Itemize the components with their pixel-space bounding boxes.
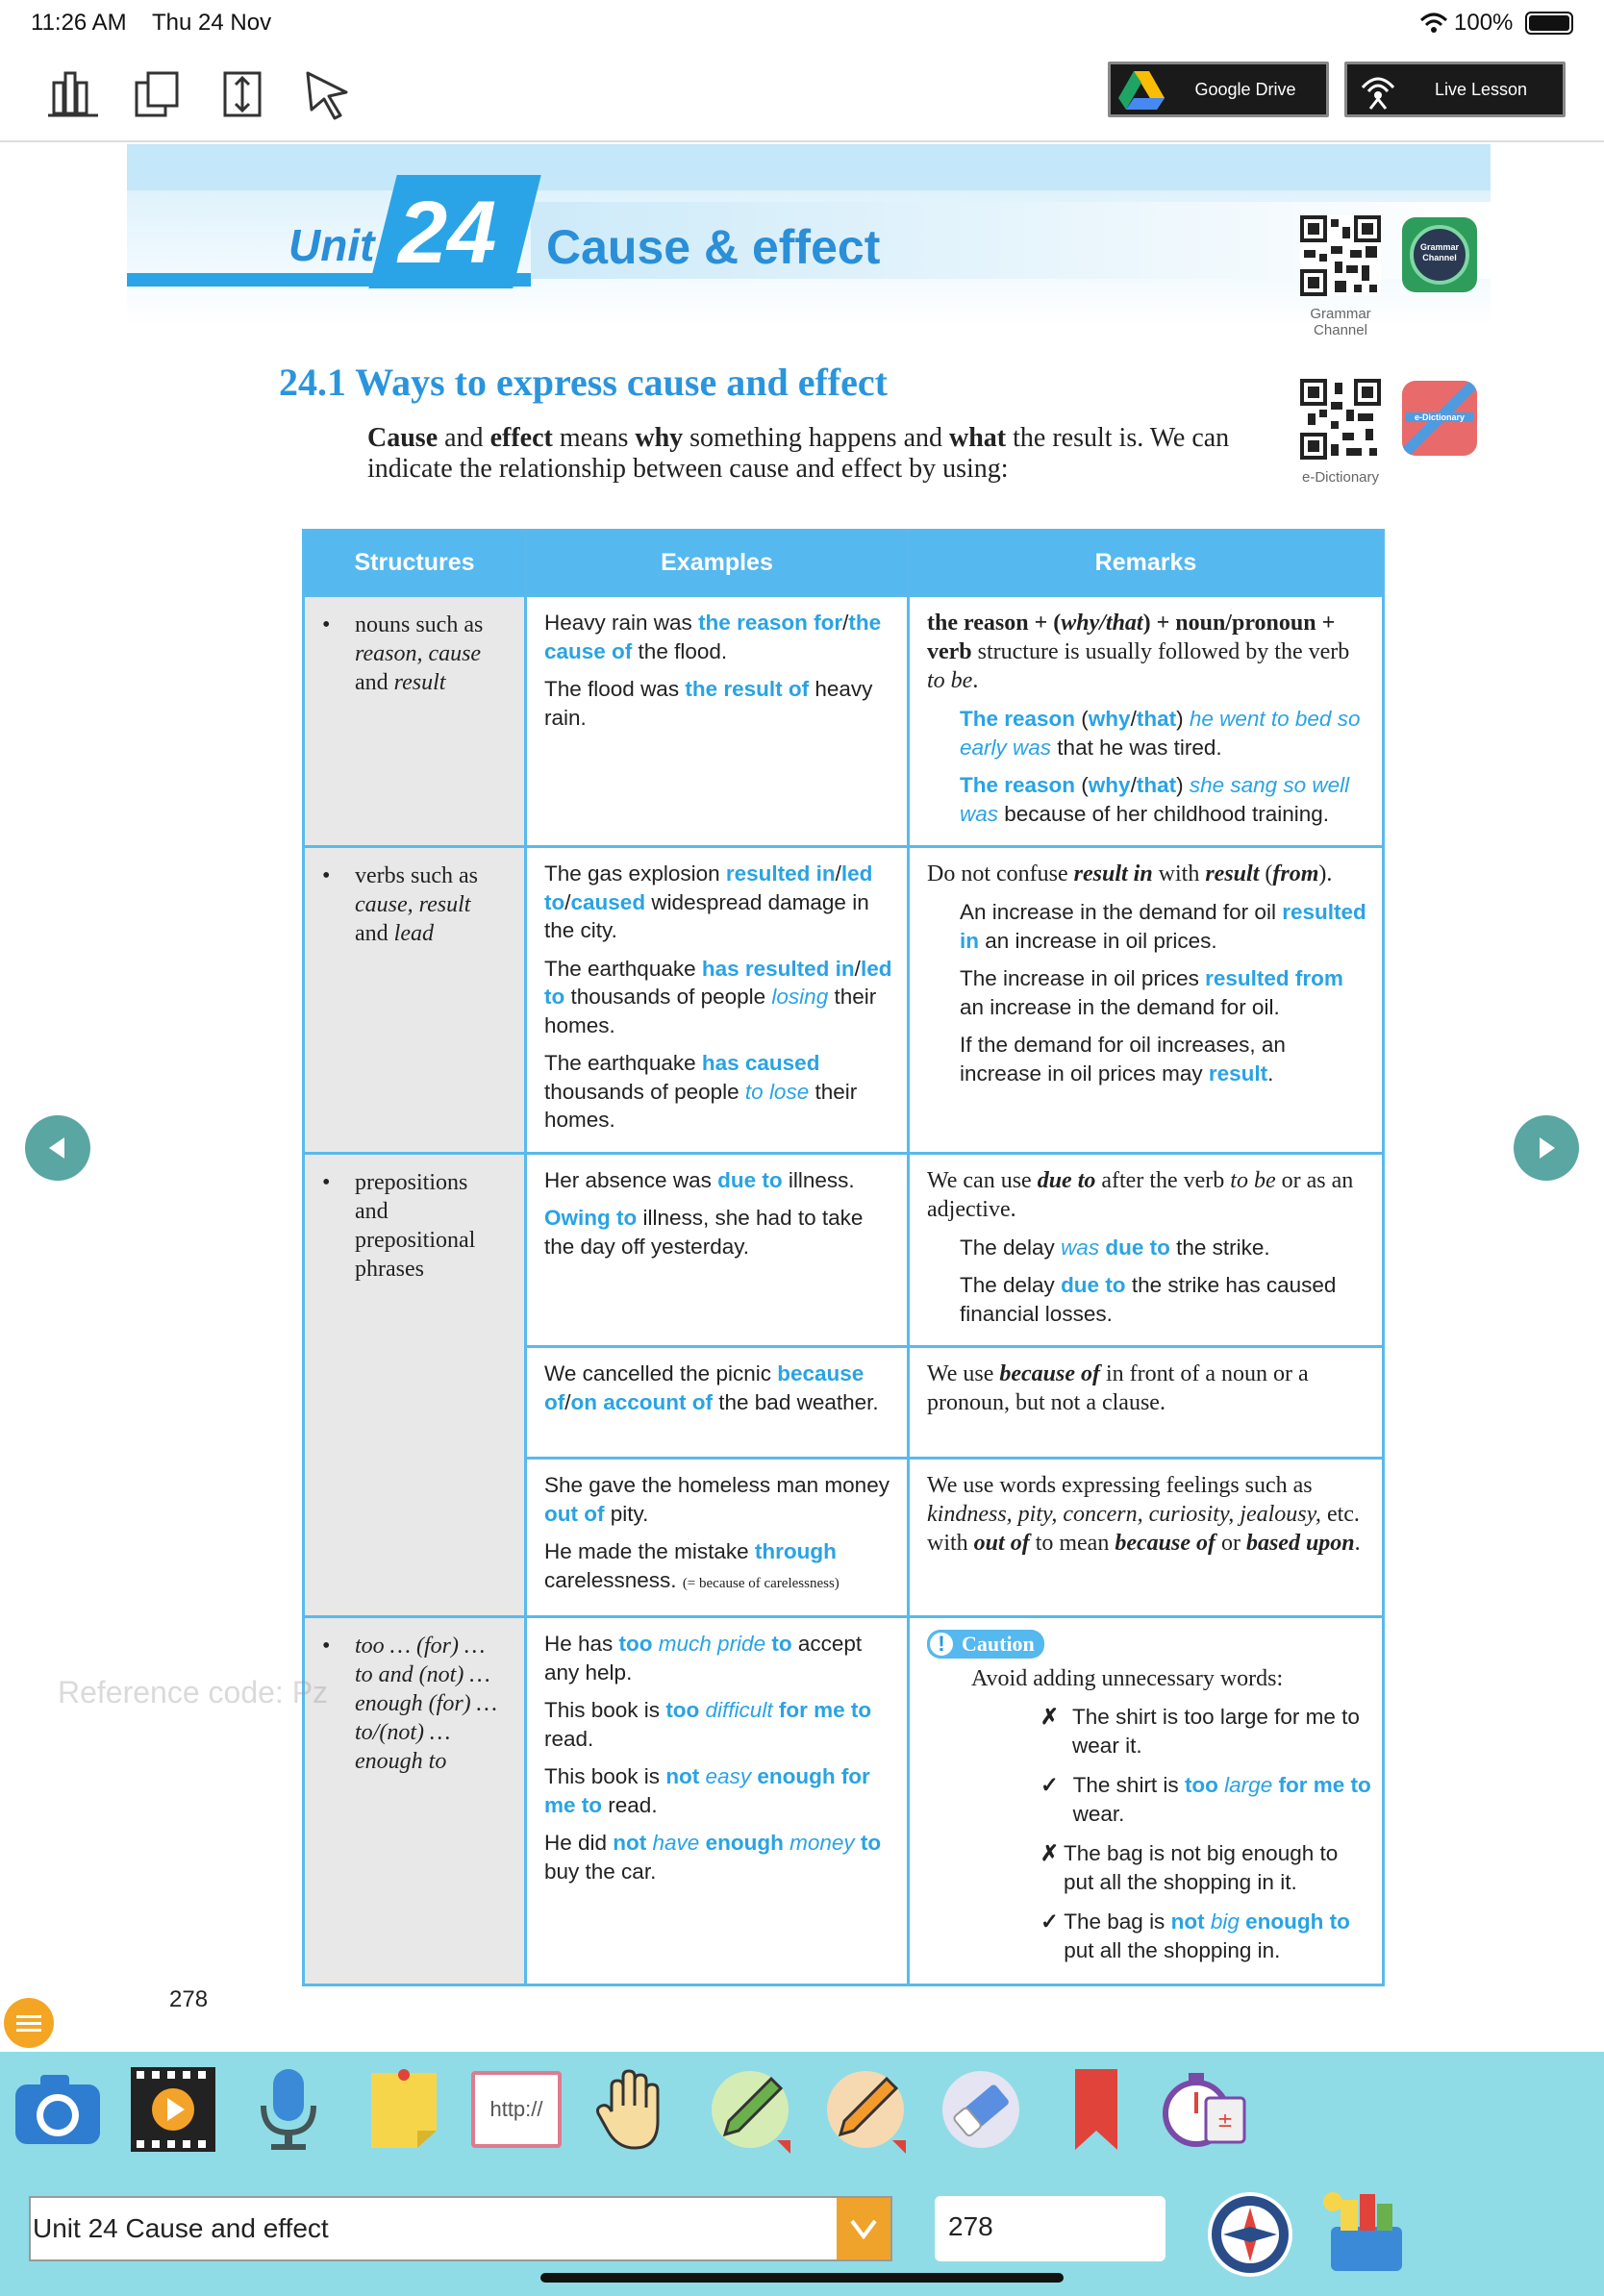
menu-button[interactable] (4, 1998, 54, 2048)
example: He did not have enough money to buy the car. (544, 1831, 882, 1884)
header-remarks: Remarks (909, 531, 1384, 596)
structure-line: enough to (355, 1749, 447, 1774)
examples-cell (526, 596, 909, 847)
section-number: 24.1 (279, 361, 346, 404)
structure-cell: • nouns such as reason, cause and result (304, 596, 526, 847)
unit-title: Cause & effect (546, 220, 881, 274)
structure-line: to/(not) … (355, 1720, 451, 1745)
battery-percent: 100% (1454, 10, 1514, 36)
compass-icon[interactable] (1206, 2190, 1294, 2279)
structure-line: prepositional (355, 1227, 476, 1253)
remark-example: The reason (why/that) she sang so well was because of her childhood training. (960, 773, 1350, 826)
arrow-left-icon (43, 1134, 72, 1162)
pen-icon[interactable] (704, 2063, 796, 2156)
intro-and: and (438, 423, 490, 453)
intro-paragraph (367, 423, 1281, 485)
remark-example: The delay due to the strike has caused financial losses. (960, 1273, 1337, 1326)
grammar-channel-app-icon[interactable] (1402, 217, 1477, 292)
remarks-cell (909, 847, 1384, 1154)
svg-text:±: ± (1216, 2109, 1234, 2132)
cross-mark-icon: ✗ (1040, 1841, 1059, 1865)
web-link-icon[interactable] (471, 2071, 562, 2148)
page-number-input[interactable]: 278 (935, 2196, 1165, 2261)
structure-line: result (393, 670, 446, 695)
remarks-cell (909, 1617, 1384, 1985)
sticky-note-icon[interactable] (358, 2063, 450, 2156)
camera-icon[interactable] (12, 2063, 104, 2156)
caution-label: Caution (962, 1632, 1035, 1657)
grammar-caption-line2: Channel (1314, 322, 1367, 338)
toolbar-divider (0, 140, 1604, 142)
pointer-icon[interactable] (298, 65, 356, 123)
cross-mark-icon: ✗ (1040, 1705, 1059, 1729)
structure-line: reason, cause (355, 641, 482, 666)
remark: We use because of in front of a noun or a pronoun, but not a clause. (927, 1361, 1309, 1415)
e-dictionary-caption: e-Dictionary (1301, 469, 1380, 486)
example: He has too much pride to accept any help. (544, 1632, 863, 1685)
example: The earthquake has caused thousands of people to lose their homes. (544, 1051, 858, 1132)
example: This book is too difficult for me to read. (544, 1698, 872, 1751)
examples-cell (526, 847, 909, 1154)
check-mark-icon: ✓ (1040, 1909, 1059, 1934)
structure-line: and (355, 921, 388, 946)
remarks-cell (909, 1347, 1384, 1459)
hand-icon[interactable] (589, 2063, 681, 2156)
caution-item: ✓ The shirt is too large for me to wear. (1040, 1771, 1372, 1828)
check-mark-icon: ✓ (1040, 1773, 1059, 1797)
watermark: Reference code: Pz (58, 1675, 329, 1710)
structure-cell: • prepositions and prepositional phrases (304, 1153, 526, 1617)
remarks-cell (909, 1153, 1384, 1347)
grammar-channel-caption (1285, 306, 1396, 338)
remark: Do not confuse result in with result (from). (927, 861, 1333, 886)
table-header-row (304, 531, 1384, 596)
remark: We use words expressing feelings such as kindness, pity, concern, curiosity, jealousy, etc. with out of to mean because of or based upon. (927, 1473, 1361, 1556)
example: He made the mistake through carelessness. (= because of carelessness) (544, 1539, 840, 1592)
intro-cause: Cause (367, 423, 439, 453)
example: The gas explosion resulted in/led to/caused widespread damage in the city. (544, 861, 873, 942)
battery-icon (1525, 12, 1573, 35)
intro-what: what (949, 423, 1007, 453)
example: We cancelled the picnic because of/on account of the bad weather. (544, 1361, 879, 1414)
intro-happens: something happens and (683, 423, 949, 453)
structure-line: too … (for) … (355, 1634, 486, 1659)
chapter-select[interactable] (29, 2196, 892, 2261)
section-heading (279, 360, 888, 405)
live-broadcast-icon (1357, 68, 1399, 111)
example: The earthquake has resulted in/led to thousands of people losing their homes. (544, 956, 892, 1037)
structure-line: nouns such as (355, 612, 484, 637)
chevron-down-icon[interactable] (837, 2198, 890, 2259)
examples-cell (526, 1617, 909, 1985)
structure-line: lead (393, 921, 434, 946)
grammar-table (302, 529, 1385, 1986)
unit-label: Unit (288, 220, 375, 270)
timer-calculator-icon[interactable] (1158, 2063, 1250, 2156)
structure-line: phrases (355, 1256, 424, 1282)
caution-icon: ! (927, 1630, 956, 1659)
bookshelf-icon[interactable] (44, 65, 102, 123)
live-lesson-button[interactable] (1344, 62, 1566, 117)
caution-badge (927, 1630, 1044, 1659)
google-drive-icon (1118, 69, 1165, 110)
grammar-icon-text1: Grammar (1419, 242, 1460, 252)
remark-example: If the demand for oil increases, an increase in oil prices may result. (960, 1033, 1286, 1086)
structure-line: cause, result (355, 892, 471, 917)
structure-line: to and (not) … (355, 1662, 490, 1687)
chapter-select-value: Unit 24 Cause and effect (33, 2213, 329, 2243)
structure-line: enough (for) … (355, 1691, 497, 1716)
example: Owing to illness, she had to take the day off yesterday. (544, 1206, 864, 1259)
example: Heavy rain was the reason for/the cause of the flood. (544, 611, 882, 663)
wifi-icon (1419, 12, 1448, 35)
intro-means: means (552, 423, 636, 453)
page-view-icon[interactable] (129, 65, 187, 123)
table-row (304, 1153, 1384, 1347)
status-date: Thu 24 Nov (152, 10, 272, 36)
grammar-icon-text2: Channel (1422, 253, 1457, 262)
header-examples: Examples (526, 531, 909, 596)
tools-dock (0, 2052, 1604, 2167)
unit-number: 24 (398, 184, 497, 282)
intro-line2: indicate the relationship between cause and effect by using: (367, 454, 1009, 484)
live-lesson-label: Live Lesson (1434, 79, 1528, 99)
web-link-text: http:// (489, 2097, 543, 2121)
example: This book is not easy enough for me to read. (544, 1764, 870, 1817)
structure-line: verbs such as (355, 863, 478, 888)
status-time: 11:26 AM (31, 10, 127, 36)
structure-line: prepositions (355, 1169, 468, 1195)
structure-cell: • too … (for) … to and (not) … enough (for) … to/(not) … enough to (304, 1617, 526, 1985)
highlighter-icon[interactable] (819, 2063, 912, 2156)
caution-text: Avoid adding unnecessary words: (971, 1666, 1284, 1691)
examples-cell (526, 1153, 909, 1347)
structure-cell: • verbs such as cause, result and lead (304, 847, 526, 1154)
google-drive-button[interactable] (1108, 62, 1329, 117)
banner-top-band (127, 144, 1491, 190)
previous-page-button[interactable] (25, 1115, 90, 1181)
caution-item: ✗ The shirt is too large for me to wear it. (1040, 1703, 1372, 1759)
examples-cell (526, 1459, 909, 1617)
table-row (304, 847, 1384, 1154)
remarks-cell (909, 1459, 1384, 1617)
arrow-right-icon (1532, 1134, 1561, 1162)
section-title: Ways to express cause and effect (355, 361, 888, 404)
home-indicator (540, 2273, 1064, 2283)
examples-cell (526, 1347, 909, 1459)
remarks-cell (909, 596, 1384, 847)
remark-example: The reason (why/that) he went to bed so early was that he was tired. (960, 707, 1361, 760)
fit-height-icon[interactable] (213, 65, 271, 123)
grammar-caption-line1: Grammar (1310, 306, 1371, 322)
table-row (304, 1617, 1384, 1985)
caution-item: ✗ The bag is not big enough to put all the shopping in it. (1040, 1839, 1372, 1896)
video-icon[interactable] (127, 2063, 219, 2156)
intro-effect: effect (489, 423, 553, 453)
intro-why: why (635, 423, 684, 453)
grammar-channel-qr-icon[interactable] (1300, 215, 1381, 296)
example: Her absence was due to illness. (544, 1167, 855, 1192)
remark: the reason + (why/that) + noun/pronoun + verb structure is usually followed by the verb to be. (927, 611, 1350, 693)
bookmark-icon[interactable] (1050, 2063, 1142, 2156)
table-row (304, 596, 1384, 847)
e-dictionary-icon-text: e-Dictionary (1406, 412, 1473, 422)
google-drive-label: Google Drive (1194, 79, 1296, 99)
example: She gave the homeless man money out of pity. (544, 1473, 890, 1526)
microphone-icon[interactable] (242, 2063, 335, 2156)
structure-line: and (355, 1198, 388, 1224)
e-dictionary-app-icon[interactable] (1402, 381, 1477, 456)
header-structures: Structures (304, 531, 526, 596)
page-number: 278 (169, 1986, 209, 2012)
next-page-button[interactable] (1514, 1115, 1579, 1181)
remark: We can use due to after the verb to be or as an adjective. (927, 1167, 1354, 1222)
remark-example: The increase in oil prices resulted from an increase in the demand for oil. (960, 966, 1343, 1019)
remark-example: The delay was due to the strike. (960, 1235, 1270, 1260)
intro-result: the result is. We can (1006, 423, 1230, 453)
eraser-icon[interactable] (935, 2063, 1027, 2156)
caution-item: ✓ The bag is not big enough to put all the shopping in. (1040, 1908, 1372, 1964)
example: The flood was the result of heavy rain. (544, 677, 873, 730)
structure-line: and (355, 670, 388, 695)
toolbox-icon[interactable] (1317, 2183, 1414, 2279)
remark-example: An increase in the demand for oil resulted in an increase in oil prices. (960, 900, 1366, 953)
e-dictionary-qr-icon[interactable] (1300, 379, 1381, 460)
